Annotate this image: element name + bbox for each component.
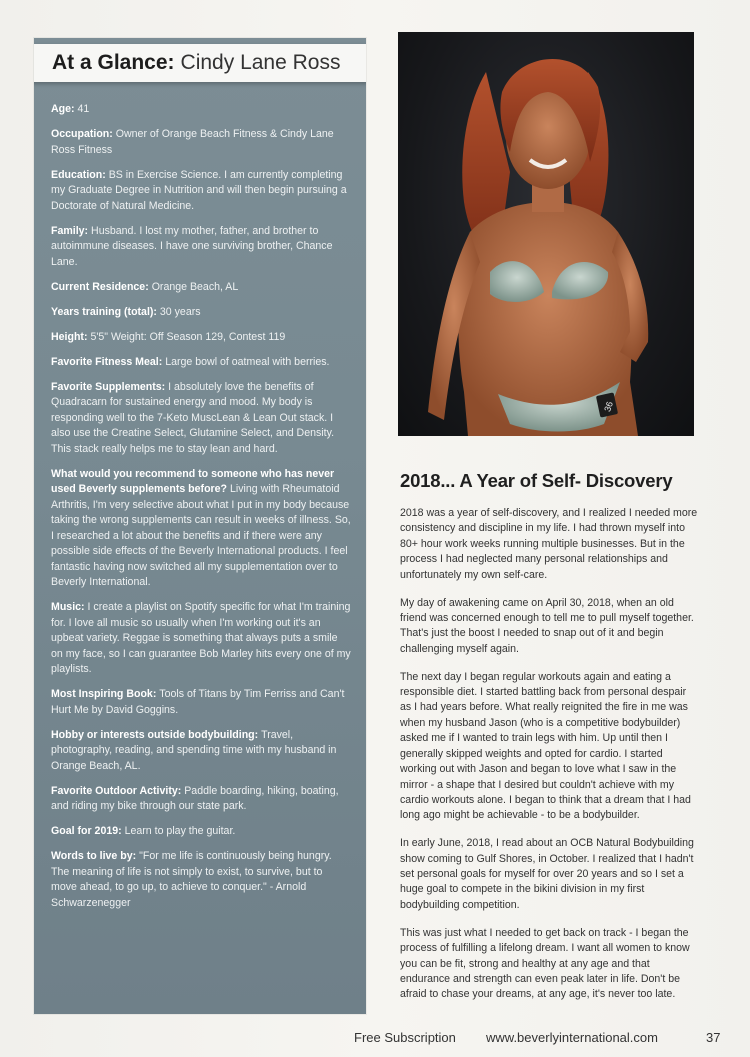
fact-text: Owner of Orange Beach Fitness & Cindy Lane Ross Fitness [51,128,334,156]
fact-label: Goal for 2019: [51,825,122,837]
fact-label: Education: [51,168,106,181]
article-paragraph: This was just what I needed to get back on track - I began the process of fulfilling a lifelong dream. I want all women to know you can be fit, strong and healthy at any age and that endurance and strength can even peak later in life. Don't be afraid to chase your dreams, at any age, it's never too late. [400,926,690,1001]
fact-item [51,784,351,815]
fact-label: Favorite Outdoor Activity: [51,784,182,797]
fact-label: Family: [51,224,89,237]
fact-text: Travel, photography, reading, and spending time with my husband in Orange Beach, AL. [51,728,337,772]
fact-item [51,168,351,215]
fact-label: Height: [51,330,88,343]
fact-label: Words to live by: [51,850,137,862]
fact-text: "For me life is continuously being hungry. The meaning of life is not simply to exist, to survive, but to move ahead, to go up, to achieve to conquer." - Arnold Schwarzenegger [51,850,332,909]
article-paragraph: 2018 was a year of self-discovery, and I realized I needed more consistency and discipline in my life. I had thrown myself into 80+ hour work weeks running multiple businesses. But in the process I had neglected many personal relationships and unfortunately my own self-care. [400,507,698,581]
fact-label: Favorite Supplements: [51,380,166,393]
contest-bib-number: 36 [602,400,615,413]
fact-text: Learn to play the guitar. [124,825,236,837]
fact-text: Paddle boarding, hiking, boating, and riding my bike through our state park. [51,784,339,812]
footer-website-link[interactable]: www.beverlyinternational.com [486,1030,658,1045]
fact-text: 5'5" Weight: Off Season 129, Contest 119 [90,330,286,343]
fact-text: I absolutely love the benefits of Quadracarn for sustained energy and mood. My body is responding well to the 7-Keto MuscLean & Lean Out stack. I also use the Creatine Select, Glutamine Select, and Density. This stack really helps me to stay lean and hard. [51,380,335,455]
fact-item [51,330,351,346]
fact-text: Tools of Titans by Tim Ferriss and Can't Hurt Me by David Goggins. [51,688,345,716]
fact-text: Orange Beach, AL [151,280,239,293]
article-body [400,506,698,1003]
fact-text: I create a playlist on Spotify specific for what I'm training for. I love all music so usually when I'm working out it's an upbeat variety. Reggae is something that always puts a smile on my face, so I can guarantee Bob Marley hits every one of my playlists. [51,601,351,675]
page-number: 37 [706,1030,721,1045]
fact-item [51,687,351,718]
fact-label: Hobby or interests outside bodybuilding: [51,728,259,741]
article-title: 2018... A Year of Self- Discovery [400,470,673,491]
fact-item [51,600,351,678]
fact-label: Current Residence: [51,280,149,293]
fact-text: Husband. I lost my mother, father, and brother to autoimmune diseases. I have one surviving brother, Chance Lane. [51,224,333,268]
fact-item [51,224,351,271]
fact-item [51,102,351,118]
fact-item [51,380,351,458]
article-paragraph: The next day I began regular workouts again and eating a responsible diet. I started battling back from personal despair as I had years before. What really reignited the fire in me was when my husband Jason (who is a competitive bodybuilder) asked me if I wanted to train legs with him. Up until then I generally skipped weights and opted for cardio. I started working out with Jason and began to love what I saw in the mirror - a shape that I desired but couldn't achieve with my cardio workouts alone. I began to think that a dream that I had long ago might be achievable - to be a bodybuilder. [400,670,691,822]
fact-list [51,102,351,921]
fact-text: 41 [77,103,90,115]
fact-text: Large bowl of oatmeal with berries. [165,355,330,368]
banner-athlete-name: Cindy Lane Ross [180,51,341,74]
fact-text: BS in Exercise Science. I am currently completing my Graduate Degree in Nutrition and will then begin pursuing a Doctorate of Natural Medicine. [51,168,347,212]
fact-item [51,728,351,775]
fact-text: Living with Rheumatoid Arthritis, I'm very selective about what I put in my body because taking the wrong supplements can result in weeks of illness. So, I researched a lot about the benefits and if there were any possible side effects of the Beverly International products. I feel fantastic having now switched all my supplementation over to Beverly International. [51,483,351,588]
fact-item [51,355,351,371]
fact-item [51,127,351,158]
footer-subscription-link[interactable]: Free Subscription [354,1030,456,1045]
fact-item [51,467,351,591]
fact-label: Most Inspiring Book: [51,688,157,700]
at-a-glance-banner [34,44,366,82]
fact-item [51,305,351,321]
fact-item [51,824,351,840]
athlete-photo [398,32,694,436]
fact-text: 30 years [159,305,201,318]
fact-label: What would you recommend to someone who has never used Beverly supplements before? [51,467,335,495]
article [400,470,698,1015]
fact-label: Age: [51,103,75,115]
fact-label: Favorite Fitness Meal: [51,355,163,368]
athlete-photo-illustration [398,32,694,436]
banner-heading: At a Glance: [52,51,175,74]
fact-item [51,280,351,296]
fact-item [51,849,351,911]
article-paragraph: In early June, 2018, I read about an OCB Natural Bodybuilding show coming to Gulf Shores, in October. I realized that I hadn't set personal goals for myself for over 20 years and so I set a huge goal to compete in the bikini division in my first bodybuilding competition. [400,837,694,911]
at-a-glance-sidebar [34,38,366,1014]
fact-label: Years training (total): [51,305,157,318]
article-paragraph: My day of awakening came on April 30, 2018, when an old friend was concerned enough to tell me to pull myself together. That's just the boost I needed to snap out of it and begin challenging myself again. [400,596,694,655]
fact-label: Music: [51,601,85,613]
fact-label: Occupation: [51,128,113,140]
